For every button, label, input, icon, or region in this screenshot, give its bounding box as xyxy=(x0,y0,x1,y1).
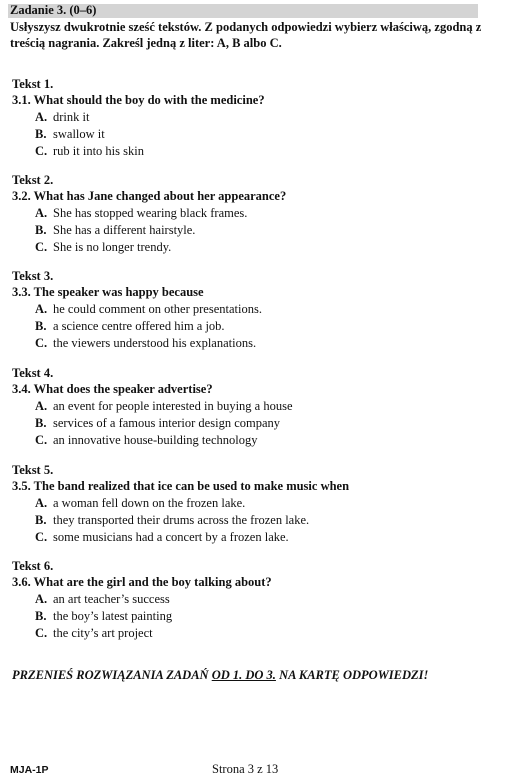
text-block-1 xyxy=(12,76,492,160)
option-letter: C. xyxy=(35,336,48,350)
option-text: the boy’s latest painting xyxy=(53,609,173,623)
option-letter: A. xyxy=(35,110,48,124)
text-label: Tekst 6. xyxy=(12,559,54,573)
option-letter: B. xyxy=(35,416,47,430)
option-list xyxy=(12,205,492,256)
option-text: the city’s art project xyxy=(53,626,153,640)
option-letter: C. xyxy=(35,433,48,447)
option-letter: B. xyxy=(35,223,47,237)
transfer-text-start: PRZENIEŚ ROZWIĄZANIA ZADAŃ xyxy=(12,668,212,682)
option-c[interactable] xyxy=(12,239,492,256)
page-number: Strona 3 z 13 xyxy=(212,762,279,776)
option-c[interactable] xyxy=(12,335,492,352)
option-text: drink it xyxy=(53,110,90,124)
text-block-4 xyxy=(12,365,492,449)
transfer-text-end: NA KARTĘ ODPOWIEDZI! xyxy=(275,668,429,682)
option-text: an event for people interested in buying a house xyxy=(53,399,293,413)
option-a[interactable] xyxy=(12,591,492,608)
text-label: Tekst 5. xyxy=(12,463,54,477)
option-text: they transported their drums across the frozen lake. xyxy=(53,513,310,527)
option-text: rub it into his skin xyxy=(53,144,144,158)
option-b[interactable] xyxy=(12,512,492,529)
transfer-instruction xyxy=(12,668,502,683)
option-list xyxy=(12,109,492,160)
option-list xyxy=(12,495,492,546)
text-block-2 xyxy=(12,172,492,256)
option-b[interactable] xyxy=(12,608,492,625)
option-text: a woman fell down on the frozen lake. xyxy=(53,496,246,510)
text-label: Tekst 3. xyxy=(12,269,54,283)
option-b[interactable] xyxy=(12,318,492,335)
option-c[interactable] xyxy=(12,625,492,642)
option-letter: C. xyxy=(35,530,48,544)
instructions: Usłyszysz dwukrotnie sześć tekstów. Z podanych odpowiedzi wybierz właściwą, zgodną z treścią nagrania. Zakreśl jedną z liter: A, B albo C. xyxy=(10,20,482,50)
text-block-5 xyxy=(12,462,492,546)
option-text: swallow it xyxy=(53,127,105,141)
option-letter: A. xyxy=(35,302,48,316)
question: 3.1. What should the boy do with the medicine? xyxy=(12,93,265,107)
option-text: he could comment on other presentations. xyxy=(53,302,262,316)
text-block-6 xyxy=(12,558,492,642)
option-a[interactable] xyxy=(12,301,492,318)
option-c[interactable] xyxy=(12,143,492,160)
option-list xyxy=(12,301,492,352)
option-letter: B. xyxy=(35,609,47,623)
option-letter: B. xyxy=(35,513,47,527)
option-list xyxy=(12,591,492,642)
option-a[interactable] xyxy=(12,398,492,415)
text-label: Tekst 4. xyxy=(12,366,54,380)
option-text: the viewers understood his explanations. xyxy=(53,336,257,350)
question: 3.2. What has Jane changed about her appearance? xyxy=(12,189,287,203)
option-letter: A. xyxy=(35,206,48,220)
question: 3.5. The band realized that ice can be used to make music when xyxy=(12,479,350,493)
exam-code: MJA-1P xyxy=(10,764,49,776)
option-b[interactable] xyxy=(12,222,492,239)
option-a[interactable] xyxy=(12,205,492,222)
text-block-3 xyxy=(12,268,492,352)
option-a[interactable] xyxy=(12,495,492,512)
option-text: some musicians had a concert by a frozen lake. xyxy=(53,530,289,544)
question: 3.4. What does the speaker advertise? xyxy=(12,382,213,396)
question: 3.3. The speaker was happy because xyxy=(12,285,204,299)
option-c[interactable] xyxy=(12,432,492,449)
task-title: Zadanie 3. (0–6) xyxy=(10,3,97,17)
question: 3.6. What are the girl and the boy talking about? xyxy=(12,575,272,589)
option-letter: B. xyxy=(35,319,47,333)
transfer-task-range: OD 1. DO 3. xyxy=(211,668,276,682)
option-letter: C. xyxy=(35,240,48,254)
option-c[interactable] xyxy=(12,529,492,546)
option-text: She has stopped wearing black frames. xyxy=(53,206,248,220)
option-letter: A. xyxy=(35,399,48,413)
option-letter: C. xyxy=(35,144,48,158)
option-letter: A. xyxy=(35,592,48,606)
text-label: Tekst 1. xyxy=(12,77,54,91)
option-text: She has a different hairstyle. xyxy=(53,223,196,237)
option-text: She is no longer trendy. xyxy=(53,240,172,254)
text-label: Tekst 2. xyxy=(12,173,54,187)
option-letter: B. xyxy=(35,127,47,141)
option-letter: A. xyxy=(35,496,48,510)
option-b[interactable] xyxy=(12,415,492,432)
option-b[interactable] xyxy=(12,126,492,143)
option-text: a science centre offered him a job. xyxy=(53,319,225,333)
option-text: an art teacher’s success xyxy=(53,592,170,606)
option-text: services of a famous interior design company xyxy=(53,416,281,430)
option-letter: C. xyxy=(35,626,48,640)
option-list xyxy=(12,398,492,449)
option-text: an innovative house-building technology xyxy=(53,433,258,447)
option-a[interactable] xyxy=(12,109,492,126)
